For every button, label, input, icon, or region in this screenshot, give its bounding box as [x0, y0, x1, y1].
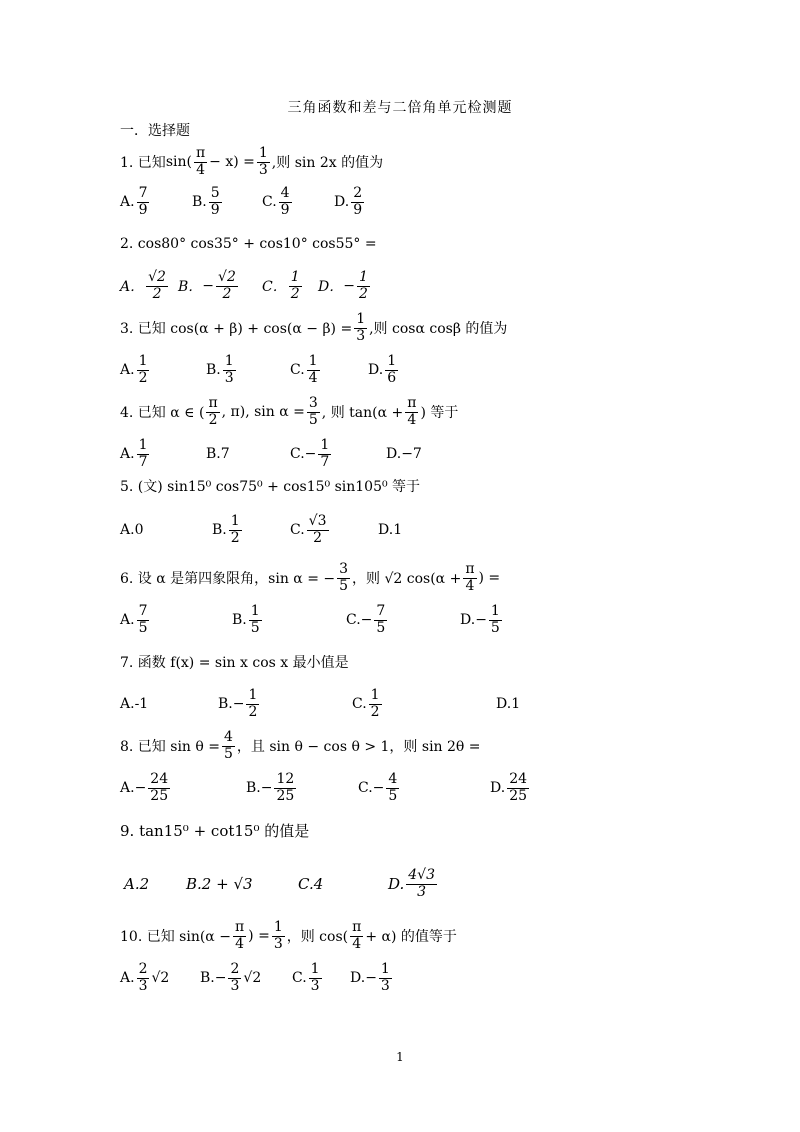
q9-option-c: C. 4 — [298, 875, 324, 893]
q8-option-d: D. $\frac{24}{25}$ — [490, 771, 528, 804]
page-number: 1 — [396, 1050, 404, 1064]
q5-option-c: C. $\frac{√3}{2}$ — [290, 513, 327, 546]
q1-option-d: D. $\frac{2}{9}$ — [334, 185, 363, 218]
q3-option-d: D. $\frac{1}{6}$ — [368, 353, 397, 386]
q5-option-d: D. 1 — [378, 522, 403, 538]
question-9: 9. tan15⁰ + cot15⁰ 的值是 — [120, 821, 310, 840]
q6-option-b: B. $\frac{1}{5}$ — [232, 603, 260, 636]
q10-option-c: C. $\frac{1}{3}$ — [292, 961, 320, 994]
q2-option-a: A． $\frac{√2}{2}$ — [120, 269, 166, 302]
question-2: 2. cos80° cos35° + cos10° cos55° = — [120, 236, 377, 252]
q10-option-b: B. − $\frac{2}{3}$ √2 — [200, 961, 262, 994]
q3-option-b: B. $\frac{1}{3}$ — [206, 353, 234, 386]
question-1 — [120, 140, 383, 184]
q7-option-b: B. − $\frac{1}{2}$ — [218, 687, 258, 720]
question-4: 4. 已知 α ∈ ( $\frac{\pi}{2}$ , π), sin α = $\frac{3}{5}$ , 则 tan(α + $\frac{\pi}{4}$ ) 等于 — [120, 395, 459, 428]
q5-option-a: A. 0 — [120, 522, 144, 538]
q2-option-b: B． − $\frac{√2}{2}$ — [178, 269, 236, 302]
q3-option-c: C. $\frac{1}{4}$ — [290, 353, 318, 386]
q10-option-d: D. − $\frac{1}{3}$ — [350, 961, 390, 994]
q5-option-b: B. $\frac{1}{2}$ — [212, 513, 240, 546]
q10-option-a: A. $\frac{2}{3}$ √2 — [120, 961, 170, 994]
q4-option-c: C. − $\frac{1}{7}$ — [290, 437, 330, 470]
q7-option-c: C. $\frac{1}{2}$ — [352, 687, 380, 720]
q8-option-b: B. − $\frac{12}{25}$ — [246, 771, 295, 804]
q6-option-a: A. $\frac{7}{5}$ — [120, 603, 148, 636]
q1-func: sin( — [165, 154, 192, 170]
question-7: 7. 函数 f(x) = sin x cos x 最小值是 — [120, 655, 349, 671]
q1-fraction: $\frac{\pi}{4}$ — [195, 145, 206, 178]
page-title: 三角函数和差与二倍角单元检测题 — [287, 100, 513, 116]
q2-option-d: D． − $\frac{1}{2}$ — [318, 269, 368, 302]
q1-mid: − x) = — [209, 154, 255, 170]
q7-option-a: A. -1 — [120, 696, 149, 712]
q6-option-c: C. − $\frac{7}{5}$ — [346, 603, 386, 636]
question-6: 6. 设 α 是第四象限角，sin α = − $\frac{3}{5}$ ，则 √2 cos(α + $\frac{\pi}{4}$ ) = — [120, 561, 501, 594]
q9-option-b: B. 2 + √3 — [186, 875, 253, 893]
q8-option-c: C. − $\frac{4}{5}$ — [358, 771, 398, 804]
question-10: 10. 已知 sin(α − $\frac{\pi}{4}$ ) = $\frac{1}{3}$ ，则 cos( $\frac{\pi}{4}$ + α) 的值等于 — [120, 919, 457, 952]
q1-option-c: C. $\frac{4}{9}$ — [262, 185, 290, 218]
q1-prefix: 1. 已知 — [120, 155, 166, 171]
q1-rhs-fraction: $\frac{1}{3}$ — [258, 145, 268, 178]
q1-suffix: ,则 sin 2x 的值为 — [271, 155, 384, 171]
q1-option-b: B. $\frac{5}{9}$ — [192, 185, 220, 218]
q4-option-d: D. −7 — [386, 446, 422, 462]
q2-option-c: C． $\frac{1}{2}$ — [262, 269, 300, 302]
q4-option-a: A. $\frac{1}{7}$ — [120, 437, 148, 470]
q7-option-d: D. 1 — [496, 696, 521, 712]
question-3: 3. 已知 cos(α + β) + cos(α − β) = $\frac{1}{3}$ ,则 cosα cosβ 的值为 — [120, 311, 508, 344]
section-heading: 一．选择题 — [120, 123, 190, 139]
q3-option-a: A. $\frac{1}{2}$ — [120, 353, 148, 386]
q4-option-b: B. 7 — [206, 446, 230, 462]
q9-option-d: D. $\frac{4√3}{3}$ — [388, 867, 436, 900]
q9-option-a: A. 2 — [124, 875, 150, 893]
q8-option-a: A. − $\frac{24}{25}$ — [120, 771, 169, 804]
question-8: 8. 已知 sin θ = $\frac{4}{5}$ ，且 sin θ − cos θ > 1，则 sin 2θ = — [120, 729, 481, 762]
question-5: 5. (文) sin15⁰ cos75⁰ + cos15⁰ sin105⁰ 等于 — [120, 479, 421, 495]
q1-option-a: A. $\frac{7}{9}$ — [120, 185, 148, 218]
q6-option-d: D. − $\frac{1}{5}$ — [460, 603, 500, 636]
